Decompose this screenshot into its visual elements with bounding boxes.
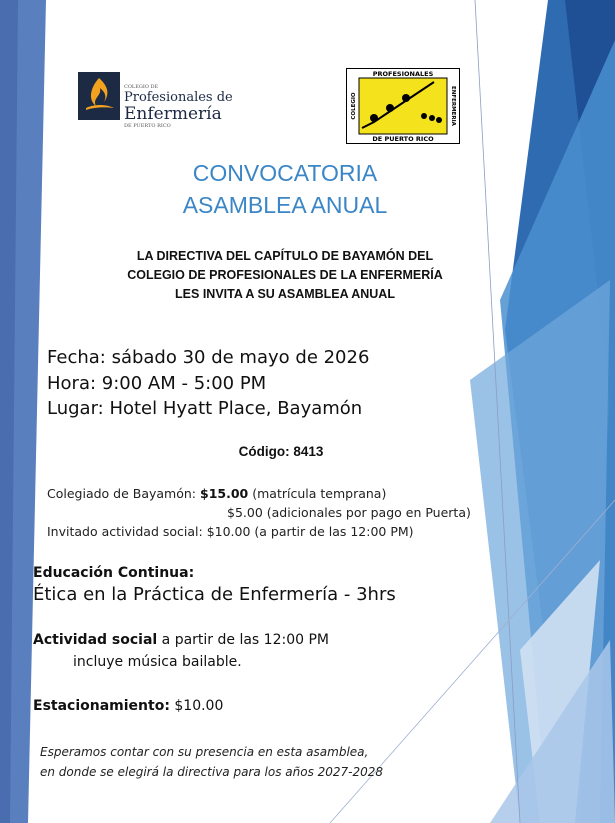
education-label: Educación Continua: [33,565,195,581]
title-asamblea: ASAMBLEA ANUAL [182,192,388,218]
emblem-left-text: COLEGIO [351,92,357,120]
emblem-bottom-text: DE PUERTO RICO [372,135,434,143]
emblem-icon [346,68,460,144]
logo-small-bottom: DE PUERTO RICO [124,123,171,129]
logo-line2: Enfermería [124,104,222,124]
education-course: Ética en la Práctica de Enfermería - 3hrs [33,584,396,605]
intro-line2: COLEGIO DE PROFESIONALES DE LA ENFERMERÍA [127,268,443,282]
parking-label: Estacionamiento: [33,698,170,714]
social-music: incluye música bailable. [73,654,242,670]
intro-text [0,247,570,304]
intro-line3: LES INVITA A SU ASAMBLEA ANUAL [175,287,395,301]
fee-colegiado [47,486,386,501]
parking [33,698,223,714]
social-activity [33,632,329,648]
emblem-top-text: PROFESIONALES [372,70,434,78]
intro-line1: LA DIRECTIVA DEL CAPÍTULO DE BAYAMÓN DEL [136,249,434,263]
title-convocatoria: CONVOCATORIA [192,160,378,186]
fee-colegiado-amount: $15.00 [200,486,249,501]
logo-small-top: COLEGIO DE [124,84,159,90]
closing-line2: en donde se elegirá la directiva para los años 2027-2028 [40,765,384,779]
colegio-logo-right [346,68,460,144]
fee-colegiado-note: (matrícula temprana) [252,486,387,501]
parking-amount: $10.00 [169,698,224,714]
fee-colegiado-label: Colegiado de Bayamón: [47,486,197,501]
course-code: Código: 8413 [238,444,324,459]
logo-line1: Profesionales de [124,90,233,105]
event-time: Hora: 9:00 AM - 5:00 PM [47,373,267,394]
colegio-logo-left [78,72,233,134]
social-time: a partir de las 12:00 PM [157,632,329,648]
flame-icon [78,72,120,120]
closing-line1: Esperamos contar con su presencia en esta asamblea, [40,745,369,759]
fee-puerta: $5.00 (adicionales por pago en Puerta) [227,505,471,520]
event-date: Fecha: sábado 30 de mayo de 2026 [47,347,370,368]
event-place: Lugar: Hotel Hyatt Place, Bayamón [47,398,363,419]
emblem-right-text: ENFERMERIA [450,86,456,126]
social-label: Actividad social [33,632,158,648]
fee-invitado: Invitado actividad social: $10.00 (a partir de las 12:00 PM) [47,524,414,539]
